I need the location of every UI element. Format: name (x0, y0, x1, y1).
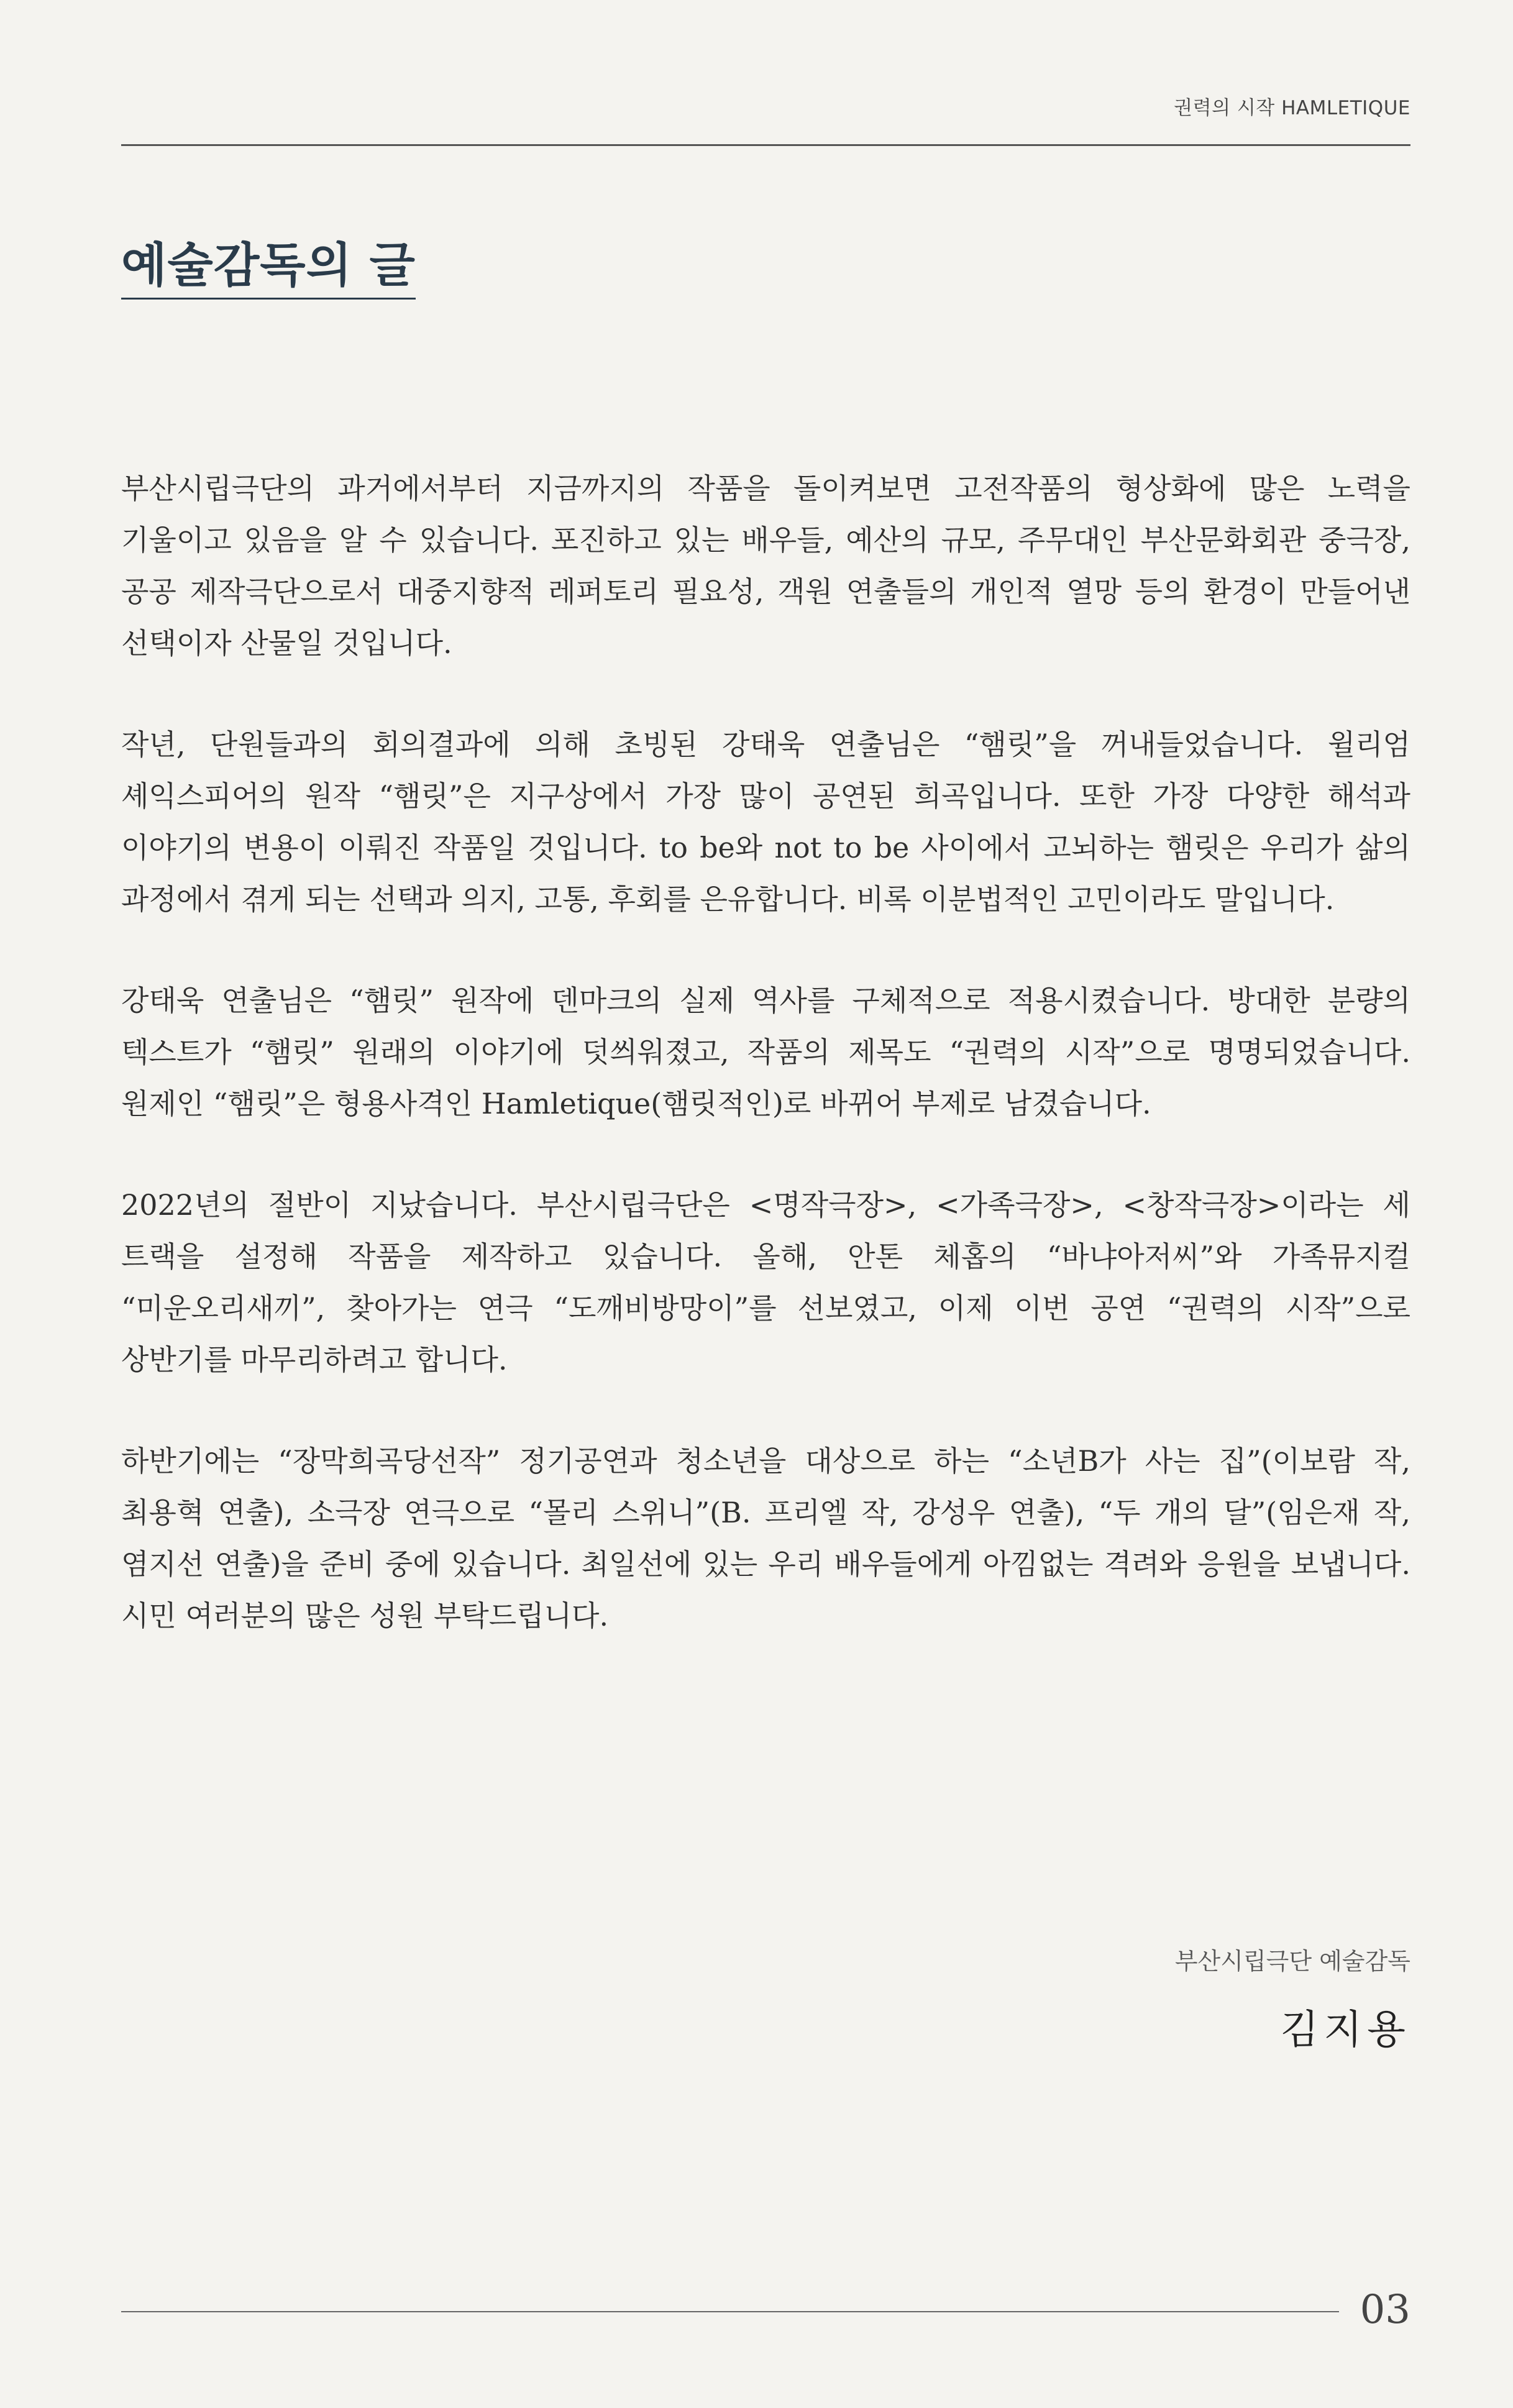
paragraph-2: 작년, 단원들과의 회의결과에 의해 초빙된 강태욱 연출님은 “햄릿”을 꺼내들었습니다. 윌리엄 셰익스피어의 원작 “햄릿”은 지구상에서 가장 많이 공연된 희곡입니다. 또한 가장 다양한 해석과 이야기의 변용이 이뤄진 작품일 것입니다. to be와 not to be 사이에서 고뇌하는 햄릿은 우리가 삶의 과정에서 겪게 되는 선택과 의지, 고통, 후회를 은유합니다. 비록 이분법적인 고민이라도 말입니다. (121, 728, 1410, 916)
header-divider (121, 144, 1410, 146)
page-title: 예술감독의 글 (121, 239, 416, 300)
running-header: 권력의 시작 HAMLETIQUE (1174, 97, 1410, 119)
page-number: 03 (1360, 2287, 1410, 2333)
signature-organization: 부산시립극단 예술감독 (1174, 1948, 1410, 1975)
paragraph-4: 2022년의 절반이 지났습니다. 부산시립극단은 <명작극장>, <가족극장>, <창작극장>이라는 세 트랙을 설정해 작품을 제작하고 있습니다. 올해, 안톤 체홉의 “바냐아저씨”와 가족뮤지컬 “미운오리새끼”, 찾아가는 연극 “도깨비방망이”를 선보였고, 이제 이번 공연 “권력의 시작”으로 상반기를 마무리하려고 합니다. (121, 1188, 1410, 1376)
footer-divider (121, 2311, 1339, 2312)
paragraph-3: 강태욱 연출님은 “햄릿” 원작에 덴마크의 실제 역사를 구체적으로 적용시켰습니다. 방대한 분량의 텍스트가 “햄릿” 원래의 이야기에 덧씌워졌고, 작품의 제목도 “권력의 시작”으로 명명되었습니다. 원제인 “햄릿”은 형용사격인 Hamletique(햄릿적인)로 바뀌어 부제로 남겼습니다. (121, 984, 1410, 1120)
signature-name: 김지용 (1280, 2007, 1410, 2053)
paragraph-1: 부산시립극단의 과거에서부터 지금까지의 작품을 돌이켜보면 고전작품의 형상화에 많은 노력을 기울이고 있음을 알 수 있습니다. 포진하고 있는 배우들, 예산의 규모, 주무대인 부산문화회관 중극장, 공공 제작극단으로서 대중지향적 레퍼토리 필요성, 객원 연출들의 개인적 열망 등의 환경이 만들어낸 선택이자 산물일 것입니다. (121, 472, 1410, 660)
paragraph-5: 하반기에는 “장막희곡당선작” 정기공연과 청소년을 대상으로 하는 “소년B가 사는 집”(이보람 작, 최용혁 연출), 소극장 연극으로 “몰리 스위니”(B. 프리엘 작, 강성우 연출), “두 개의 달”(임은재 작, 염지선 연출)을 준비 중에 있습니다. 최일선에 있는 우리 배우들에게 아낌없는 격려와 응원을 보냅니다. 시민 여러분의 많은 성원 부탁드립니다. (121, 1444, 1410, 1632)
article-body (121, 463, 1410, 1692)
